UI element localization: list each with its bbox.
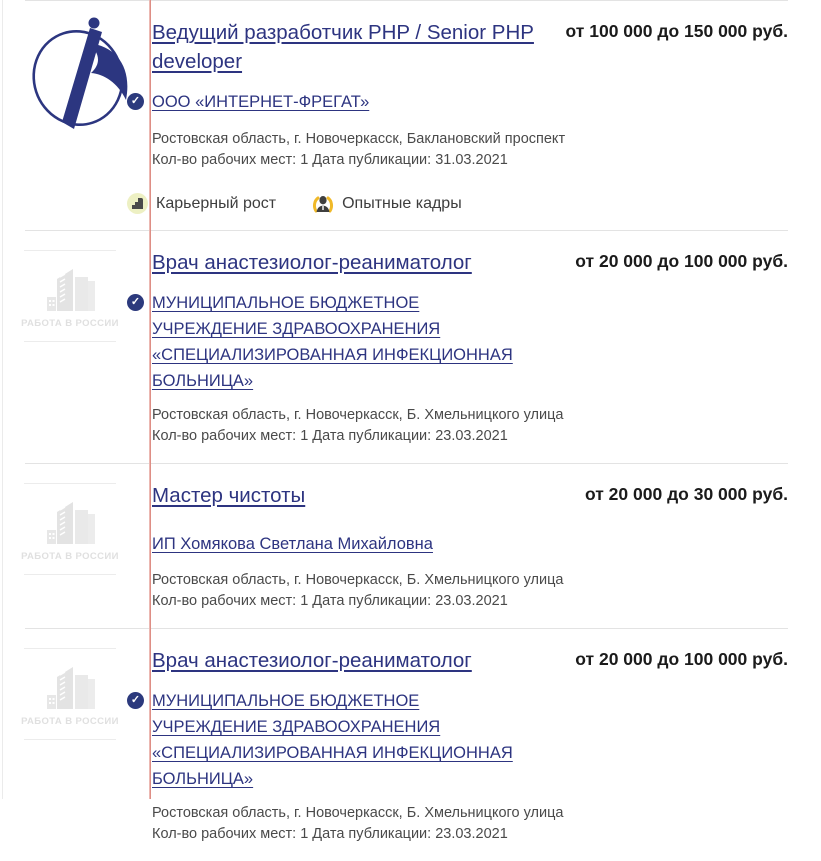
company-logo-internet-fregat: [28, 15, 140, 133]
salary-text: от 20 000 до 30 000 руб.: [585, 484, 788, 504]
building-icon: [39, 263, 101, 313]
employer-link[interactable]: ИП Хомякова Светлана Михайловна: [152, 535, 433, 553]
verified-badge-icon: ✓: [127, 294, 144, 311]
employer-link[interactable]: ООО «ИНТЕРНЕТ-ФРЕГАТ»: [152, 93, 370, 111]
location-text: Ростовская область, г. Новочеркасск, Баклановский проспект: [152, 131, 566, 147]
details-text: Кол-во рабочих мест: 1 Дата публикации: 23.03.2021: [152, 826, 508, 842]
vacancy-features: [127, 193, 788, 214]
company-logo-placeholder: [21, 250, 119, 342]
details-text: Кол-во рабочих мест: 1 Дата публикации: 23.03.2021: [152, 593, 508, 609]
vacancy-card: [0, 628, 821, 861]
location-text: Ростовская область, г. Новочеркасск, Б. Хмельницкого улица: [152, 407, 564, 423]
verified-badge-icon: ✓: [127, 692, 144, 709]
vacancy-card: [0, 0, 821, 230]
company-logo-placeholder: [21, 648, 119, 740]
vacancy-title-link[interactable]: Мастер чистоты: [152, 484, 306, 507]
vacancy-title-link[interactable]: Ведущий разработчик PHP / Senior PHP developer: [152, 21, 534, 73]
salary-text: от 20 000 до 100 000 руб.: [575, 649, 788, 669]
salary-text: от 100 000 до 150 000 руб.: [565, 21, 788, 41]
verified-badge-icon: ✓: [127, 93, 144, 110]
details-text: Кол-во рабочих мест: 1 Дата публикации: 31.03.2021: [152, 152, 508, 168]
placeholder-caption: РАБОТА В РОССИИ: [21, 318, 119, 329]
career-growth-icon: [127, 193, 148, 214]
details-text: Кол-во рабочих мест: 1 Дата публикации: 23.03.2021: [152, 428, 508, 444]
placeholder-caption: РАБОТА В РОССИИ: [21, 551, 119, 562]
internet-fregat-logo-icon: [28, 15, 140, 133]
placeholder-caption: РАБОТА В РОССИИ: [21, 716, 119, 727]
location-text: Ростовская область, г. Новочеркасск, Б. Хмельницкого улица: [152, 572, 564, 588]
red-ruler-line: [149, 0, 151, 799]
employer-link[interactable]: МУНИЦИПАЛЬНОЕ БЮДЖЕТНОЕ УЧРЕЖДЕНИЕ ЗДРАВООХРАНЕНИЯ «СПЕЦИАЛИЗИРОВАННАЯ ИНФЕКЦИОННАЯ БОЛЬНИЦА»: [152, 692, 513, 788]
experienced-staff-icon: [312, 194, 334, 214]
feature-experienced-staff: [312, 194, 462, 214]
salary-text: от 20 000 до 100 000 руб.: [575, 251, 788, 271]
company-logo-placeholder: [21, 483, 119, 575]
feature-label: Карьерный рост: [156, 194, 277, 212]
employer-link[interactable]: МУНИЦИПАЛЬНОЕ БЮДЖЕТНОЕ УЧРЕЖДЕНИЕ ЗДРАВООХРАНЕНИЯ «СПЕЦИАЛИЗИРОВАННАЯ ИНФЕКЦИОННАЯ БОЛЬНИЦА»: [152, 294, 513, 390]
building-icon: [39, 496, 101, 546]
location-text: Ростовская область, г. Новочеркасск, Б. Хмельницкого улица: [152, 805, 564, 821]
vacancy-card: [0, 230, 821, 463]
feature-label: Опытные кадры: [342, 194, 462, 212]
vacancy-title-link[interactable]: Врач анастезиолог-реаниматолог: [152, 251, 472, 274]
building-icon: [39, 661, 101, 711]
vacancy-card: [0, 463, 821, 628]
vacancy-title-link[interactable]: Врач анастезиолог-реаниматолог: [152, 649, 472, 672]
